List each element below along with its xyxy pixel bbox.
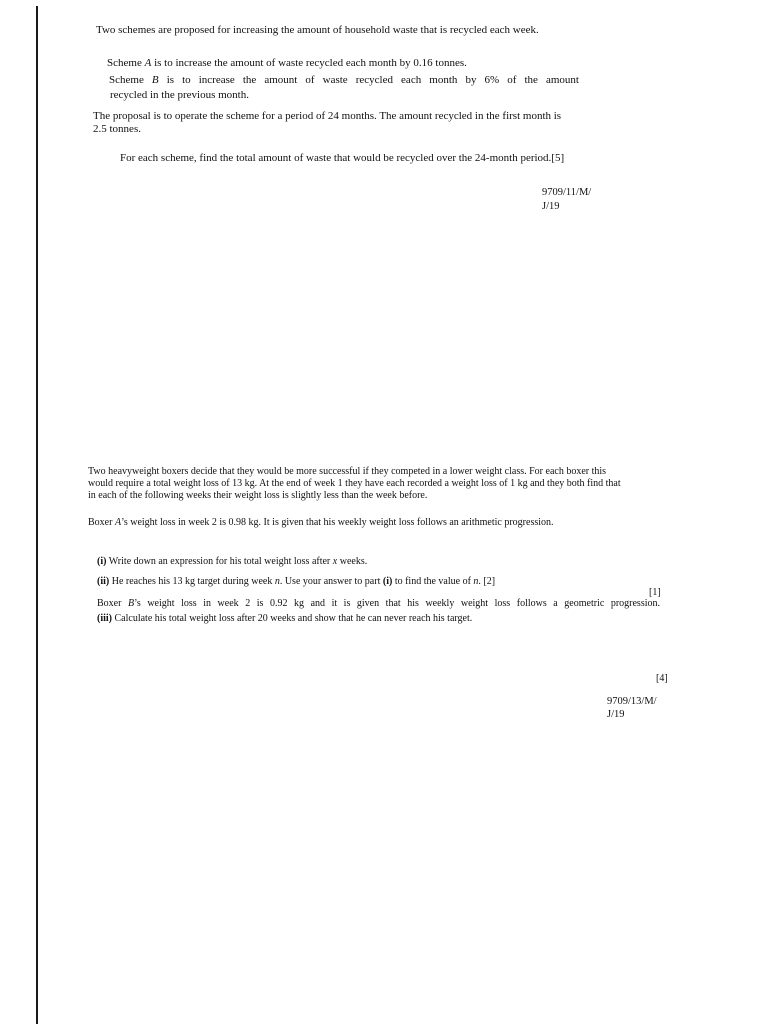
q1-intro: Two schemes are proposed for increasing the amount of household waste that is recycled each week. bbox=[96, 24, 539, 36]
q2-mark-4: [4] bbox=[656, 673, 668, 684]
part-ii-text-3: to find the value of bbox=[392, 576, 474, 587]
q1-scheme-a bbox=[107, 57, 577, 70]
q1-reference-line-2: J/19 bbox=[542, 201, 560, 212]
scheme-b-lead: Scheme bbox=[109, 74, 152, 86]
q2-part-ii bbox=[97, 576, 567, 587]
q2-reference-line-2: J/19 bbox=[607, 709, 625, 720]
part-i-number: (i) bbox=[97, 556, 107, 567]
q2-boxer-a bbox=[88, 517, 648, 528]
part-ii-var-2: n bbox=[473, 576, 479, 587]
scheme-b-letter: B bbox=[151, 74, 159, 86]
q2-intro-line-3: in each of the following weeks their weight loss is slightly less than the week before. bbox=[88, 490, 428, 501]
q2-boxer-b bbox=[97, 598, 660, 609]
boxer-a-text: ’s weight loss in week 2 is 0.98 kg. It is given that his weekly weight loss follows an arithmetic progression. bbox=[121, 517, 554, 528]
q2-part-iii bbox=[97, 613, 597, 624]
part-iii-text: Calculate his total weight loss after 20 weeks and show that he can never reach his target. bbox=[112, 613, 473, 624]
part-ii-var: n bbox=[274, 576, 280, 587]
q1-proposal-line-1: The proposal is to operate the scheme for a period of 24 months. The amount recycled in the first month is bbox=[93, 110, 562, 122]
q2-reference-line-1: 9709/13/M/ bbox=[607, 696, 657, 707]
q1-scheme-b bbox=[109, 74, 579, 87]
q1-scheme-b-cont: recycled in the previous month. bbox=[110, 89, 249, 101]
boxer-a-letter: A bbox=[114, 517, 122, 528]
q1-reference-line-1: 9709/11/M/ bbox=[542, 187, 592, 198]
part-ii-text-4: . [2] bbox=[478, 576, 496, 587]
part-ii-text-2: . Use your answer to part bbox=[279, 576, 383, 587]
boxer-b-lead: Boxer bbox=[97, 598, 128, 609]
part-iii-number: (iii) bbox=[97, 613, 112, 624]
q2-intro-line-2: would require a total weight loss of 13 kg. At the end of week 1 they have each recorded a weight loss of 1 kg and they both find that bbox=[88, 478, 621, 489]
q1-task: For each scheme, find the total amount of waste that would be recycled over the 24-month period.[5] bbox=[120, 152, 565, 164]
q2-mark-1: [1] bbox=[649, 587, 661, 598]
boxer-a-lead: Boxer bbox=[88, 517, 115, 528]
scheme-b-text: is to increase the amount of waste recycled each month by 6% of the amount bbox=[158, 74, 579, 86]
q2-intro-line-1: Two heavyweight boxers decide that they would be more successful if they competed in a lower weight class. For each boxer this bbox=[88, 466, 607, 477]
scheme-a-letter: A bbox=[144, 57, 152, 69]
q1-proposal-line-2: 2.5 tonnes. bbox=[93, 123, 141, 135]
boxer-b-text: ’s weight loss in week 2 is 0.92 kg and it is given that his weekly weight loss follows a geometric progression. bbox=[134, 598, 660, 609]
part-i-text-1: Write down an expression for his total weight loss after bbox=[106, 556, 333, 567]
part-ii-text-1: He reaches his 13 kg target during week bbox=[109, 576, 275, 587]
part-ii-ref: (i) bbox=[382, 576, 393, 587]
part-i-text-2: weeks. bbox=[337, 556, 368, 567]
part-i-var: x bbox=[332, 556, 338, 567]
boxer-b-letter: B bbox=[128, 598, 135, 609]
scheme-a-lead: Scheme bbox=[107, 57, 145, 69]
part-ii-number: (ii) bbox=[97, 576, 110, 587]
q2-part-i bbox=[97, 556, 497, 567]
scheme-a-text: is to increase the amount of waste recycled each month by 0.16 tonnes. bbox=[151, 57, 467, 69]
left-margin-rule bbox=[36, 6, 38, 1024]
